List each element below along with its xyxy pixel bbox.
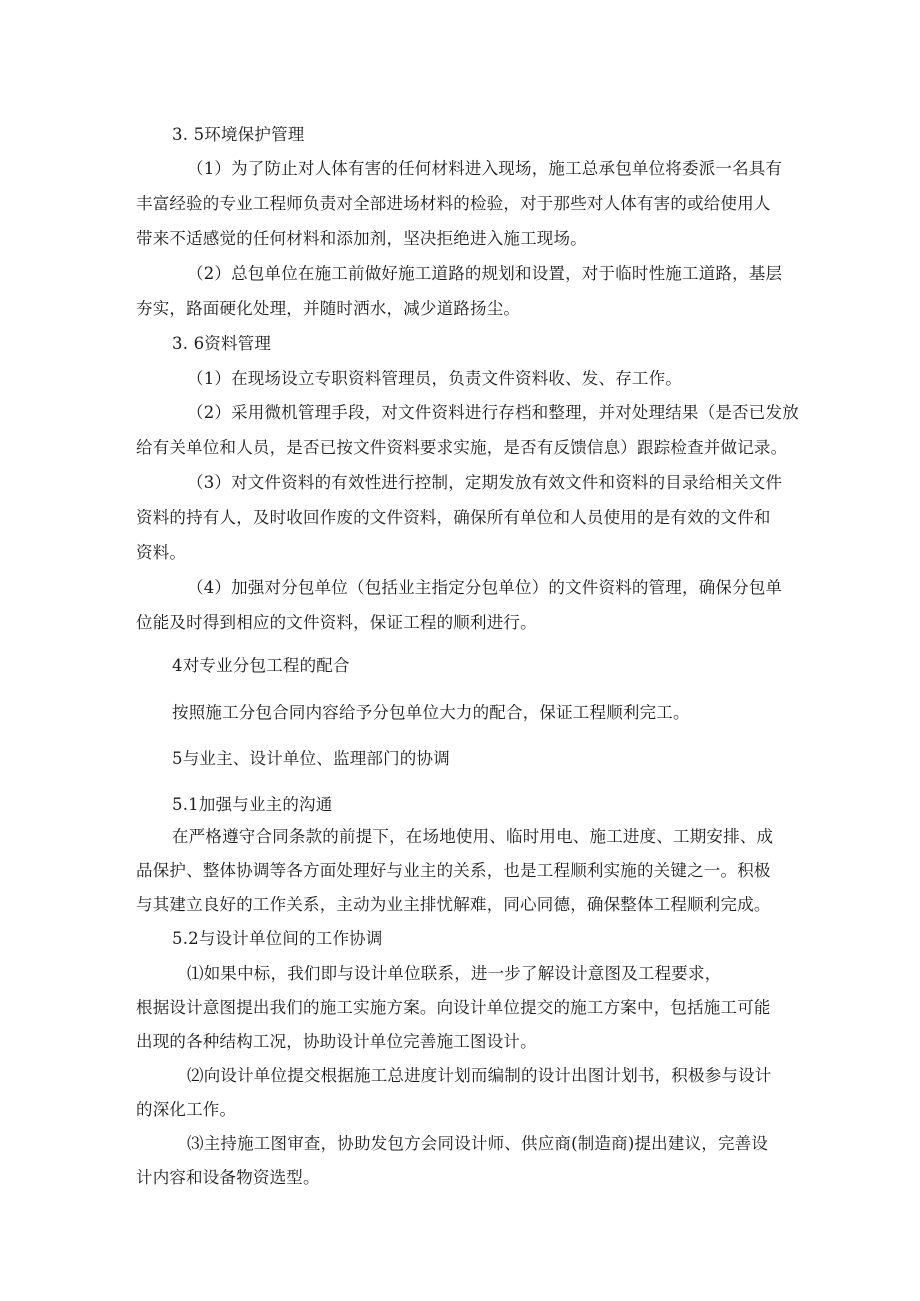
- section-heading-5-1: 5.1加强与业主的沟通: [172, 795, 333, 814]
- paragraph-line: 夯实，路面硬化处理，并随时洒水，减少道路扬尘。: [136, 299, 521, 318]
- section-heading-5: 5与业主、设计单位、监理部门的协调: [172, 749, 450, 768]
- paragraph-line: （4）加强对分包单位（包括业主指定分包单位）的文件资料的管理，确保分包单: [187, 578, 783, 597]
- paragraph-line: 出现的各种结构工况，协助设计单位完善施工图设计。: [136, 1032, 537, 1051]
- paragraph-line: 给有关单位和人员，是否已按文件资料要求实施，是否有反馈信息）跟踪检查并做记录。: [136, 438, 788, 457]
- paragraph-line: ⑴如果中标，我们即与设计单位联系，进一步了解设计意图及工程要求，: [187, 964, 722, 983]
- paragraph-line: 位能及时得到相应的文件资料，保证工程的顺利进行。: [136, 613, 537, 632]
- paragraph-line: （3）对文件资料的有效性进行控制，定期发放有效文件和资料的目录给相关文件: [187, 473, 783, 492]
- paragraph-line: 带来不适感觉的任何材料和添加剂，坚决拒绝进入施工现场。: [136, 229, 587, 248]
- paragraph-line: 品保护、整体协调等各方面处理好与业主的关系，也是工程顺利实施的关键之一。积极: [136, 861, 771, 880]
- section-heading-5-2: 5.2与设计单位间的工作协调: [172, 929, 383, 948]
- paragraph-line: ⑶主持施工图审查，协助发包方会同设计师、供应商(制造商)提出建议，完善设: [187, 1134, 769, 1153]
- paragraph-line: 资料的持有人，及时收回作废的文件资料，确保所有单位和人员使用的是有效的文件和: [136, 508, 771, 527]
- paragraph-line: 丰富经验的专业工程师负责对全部进场材料的检验，对于那些对人体有害的或给使用人: [136, 194, 771, 213]
- paragraph-line: 与其建立良好的工作关系，主动为业主排忧解难，同心同德，确保整体工程顺利完成。: [136, 895, 771, 914]
- paragraph-line: 计内容和设备物资选型。: [136, 1168, 320, 1187]
- paragraph-line: （1）为了防止对人体有害的任何材料进入现场，施工总承包单位将委派一名具有: [187, 159, 783, 178]
- paragraph-line: 的深化工作。: [136, 1100, 237, 1119]
- section-heading-3-5: 3. 5环境保护管理: [172, 125, 305, 144]
- paragraph-line: ⑵向设计单位提交根据施工总进度计划而编制的设计出图计划书，积极参与设计: [187, 1066, 772, 1085]
- paragraph-line: （1）在现场设立专职资料管理员，负责文件资料收、发、存工作。: [187, 369, 682, 388]
- paragraph-line: 根据设计意图提出我们的施工实施方案。向设计单位提交的施工方案中，包括施工可能: [136, 998, 771, 1017]
- paragraph-line: （2）总包单位在施工前做好施工道路的规划和设置，对于临时性施工道路，基层: [187, 264, 783, 283]
- paragraph-line: 按照施工分包合同内容给予分包单位大力的配合，保证工程顺利完工。: [172, 703, 690, 722]
- section-heading-3-6: 3. 6资料管理: [172, 334, 272, 353]
- section-heading-4: 4对专业分包工程的配合: [172, 656, 350, 675]
- paragraph-line: 在严格遵守合同条款的前提下，在场地使用、临时用电、施工进度、工期安排、成: [172, 827, 774, 846]
- paragraph-line: （2）采用微机管理手段，对文件资料进行存档和整理，并对处理结果（是否已发放: [187, 403, 799, 422]
- paragraph-line: 资料。: [136, 543, 187, 562]
